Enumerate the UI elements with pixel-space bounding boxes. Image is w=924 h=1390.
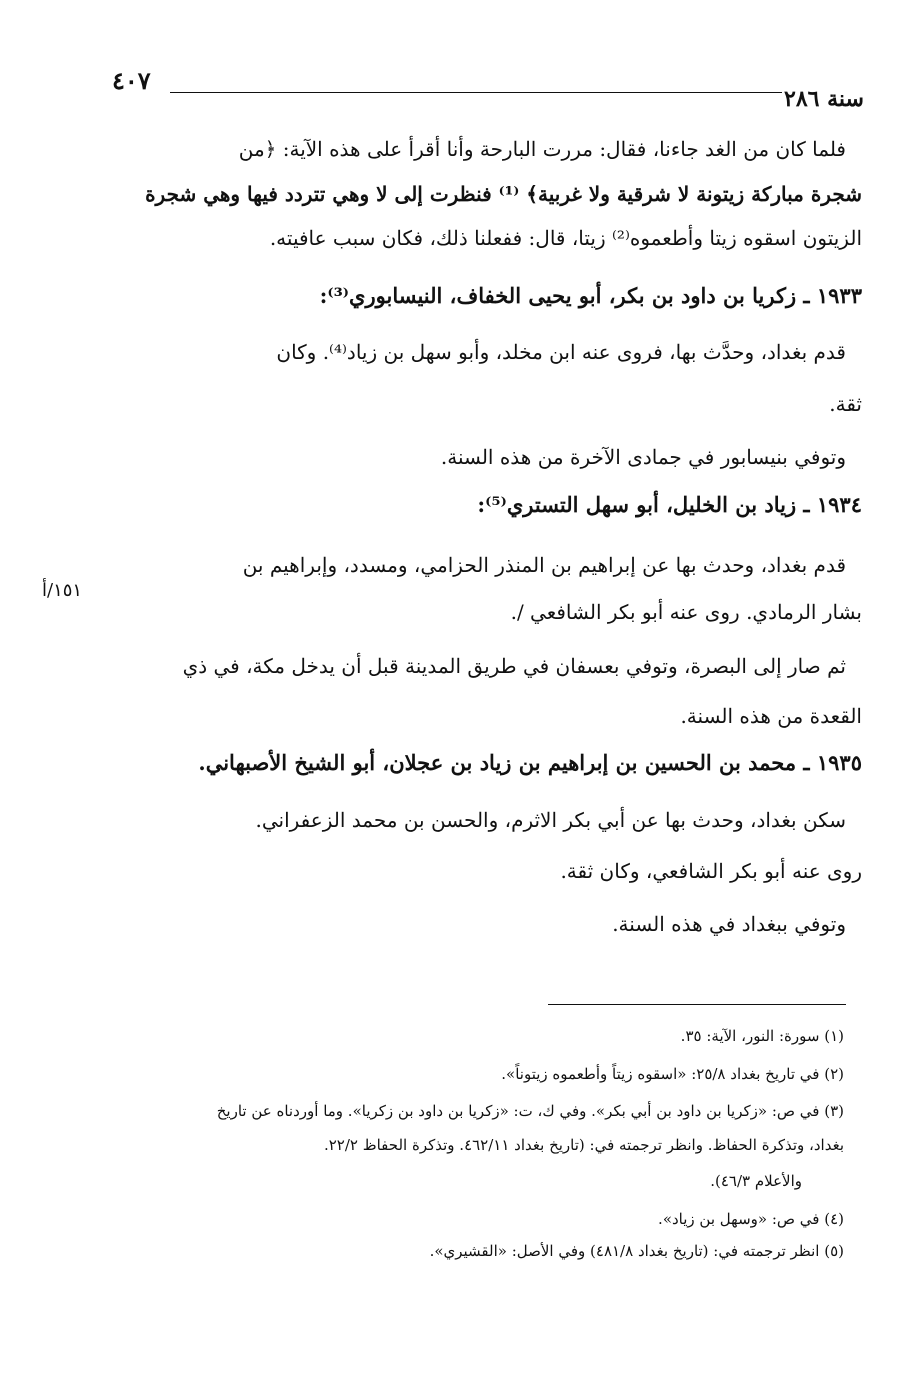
body-line: قدم بغداد، وحدث بها عن إبراهيم بن المنذر الحزامي، ومسدد، وإبراهيم بن <box>242 553 846 577</box>
body-line: ثقة. <box>829 392 862 416</box>
body-line: القعدة من هذه السنة. <box>680 704 862 728</box>
body-line: روى عنه أبو بكر الشافعي، وكان ثقة. <box>560 859 862 883</box>
body-line: بشار الرمادي. روى عنه أبو بكر الشافعي /. <box>510 600 862 624</box>
footnote: بغداد، وتذكرة الحفاظ. وانظر ترجمته في: (تاريخ بغداد ٤٦٢/١١. وتذكرة الحفاظ ٢٢/٢. <box>323 1136 844 1154</box>
body-line: الزيتون اسقوه زيتا وأطعموه⁽²⁾ زيتا، قال: ففعلنا ذلك، فكان سبب عافيته. <box>269 226 862 250</box>
footnote: (٢) في تاريخ بغداد ٢٥/٨: «اسقوه زيتاً وأطعموه زيتوناً». <box>501 1065 844 1083</box>
running-header-year: سنة ٢٨٦ <box>784 86 864 112</box>
page-number: ٤٠٧ <box>112 66 151 95</box>
footnote: (١) سورة: النور، الآية: ٣٥. <box>680 1027 844 1045</box>
footnote: (٣) في ص: «زكريا بن داود بن أبي بكر». وفي ك، ت: «زكريا بن داود بن زكريا». وما أوردناه عن تاريخ <box>216 1102 844 1120</box>
body-line: وتوفي ببغداد في هذه السنة. <box>612 912 846 936</box>
entry-heading-1935: ١٩٣٥ ـ محمد بن الحسين بن إبراهيم بن زياد بن عجلان، أبو الشيخ الأصبهاني. <box>198 750 862 775</box>
footnote: والأعلام ٤٦/٣). <box>710 1172 802 1190</box>
body-line: سكن بغداد، وحدث بها عن أبي بكر الاثرم، والحسن بن محمد الزعفراني. <box>255 808 846 832</box>
body-line: قدم بغداد، وحدَّث بها، فروى عنه ابن مخلد، وأبو سهل بن زياد⁽⁴⁾. وكان <box>276 340 846 364</box>
body-line: ثم صار إلى البصرة، وتوفي بعسفان في طريق المدينة قبل أن يدخل مكة، في ذي <box>182 654 846 678</box>
body-line: شجرة مباركة زيتونة لا شرقية ولا غربية﴾ ⁽¹⁾ فنظرت إلى لا وهي تتردد فيها وهي شجرة <box>145 182 862 206</box>
footnote: (٥) انظر ترجمته في: (تاريخ بغداد ٤٨١/٨) وفي الأصل: «القشيري». <box>429 1242 844 1260</box>
entry-heading-1934: ١٩٣٤ ـ زياد بن الخليل، أبو سهل التستري⁽⁵⁾: <box>477 492 862 517</box>
footnote-rule <box>548 1004 846 1005</box>
body-line: فلما كان من الغد جاءنا، فقال: مررت البارحة وأنا أقرأ على هذه الآية: ﴿من <box>238 137 846 161</box>
footnote: (٤) في ص: «وسهل بن زياد». <box>658 1210 844 1228</box>
body-line: وتوفي بنيسابور في جمادى الآخرة من هذه السنة. <box>440 445 846 469</box>
margin-folio-note: ١٥١/أ <box>42 580 83 601</box>
header-rule <box>170 92 782 93</box>
entry-heading-1933: ١٩٣٣ ـ زكريا بن داود بن بكر، أبو يحيى الخفاف، النيسابوري⁽³⁾: <box>319 283 862 308</box>
